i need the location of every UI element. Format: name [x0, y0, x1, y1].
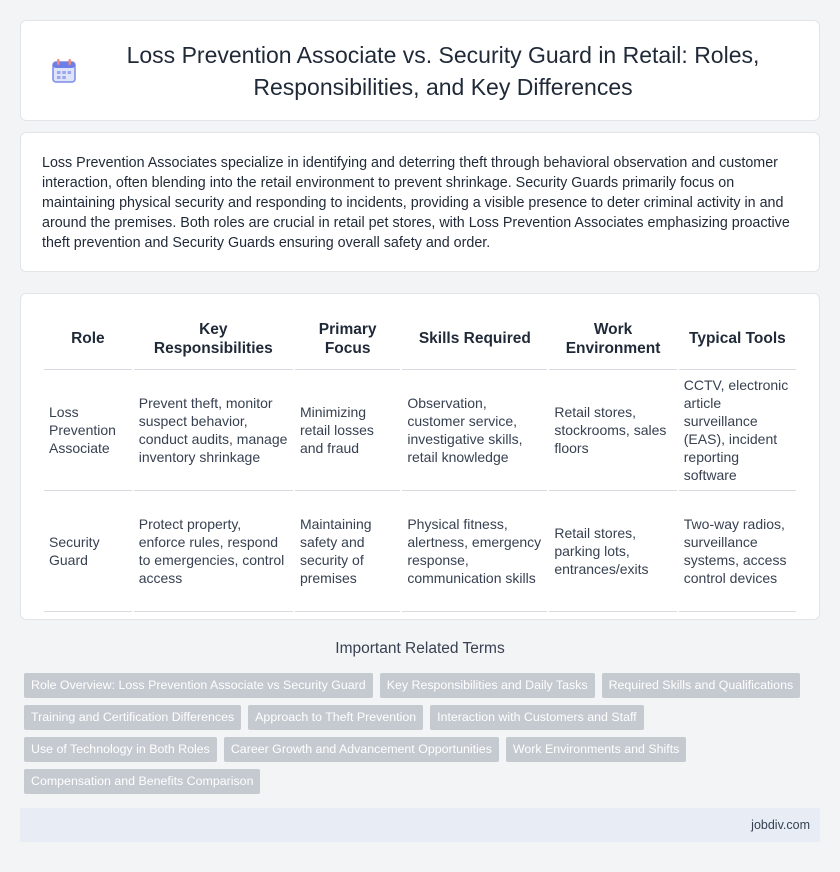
column-header: Work Environment: [549, 308, 676, 370]
related-term-tag[interactable]: Interaction with Customers and Staff: [430, 705, 644, 730]
table-cell: Maintaining safety and security of premises: [295, 491, 400, 612]
related-terms-title: Important Related Terms: [335, 640, 505, 657]
table-cell: Prevent theft, monitor suspect behavior, conduct audits, manage inventory shrinkage: [134, 370, 293, 491]
footer: [20, 808, 820, 842]
table-cell: Minimizing retail losses and fraud: [295, 370, 400, 491]
page-title: Loss Prevention Associate vs. Security Guard in Retail: Roles, Responsibilities, and Key Differences: [126, 41, 760, 100]
related-term-tag[interactable]: Required Skills and Qualifications: [602, 673, 801, 698]
related-term-tag[interactable]: Compensation and Benefits Comparison: [24, 769, 260, 794]
intro-paragraph: Loss Prevention Associates specialize in identifying and deterring theft through behavioral observation and customer interaction, often blending into the retail environment to prevent shrinkage. Security Guards primarily focus on maintaining physical security and responding to incidents, providing a visible presence to deter criminal activity in and around the premises. Both roles are crucial in retail pet stores, with Loss Prevention Associates emphasizing proactive theft prevention and Security Guards ensuring overall safety and order.: [42, 155, 790, 251]
related-term-tag[interactable]: Approach to Theft Prevention: [248, 705, 423, 730]
table-cell: Physical fitness, alertness, emergency response, communication skills: [402, 491, 547, 612]
table-cell: Loss Prevention Associate: [44, 370, 132, 491]
footer-site-link[interactable]: jobdiv.com: [751, 818, 810, 832]
table-row: [44, 370, 796, 491]
related-term-tag[interactable]: Training and Certification Differences: [24, 705, 241, 730]
table-cell: Two-way radios, surveillance systems, access control devices: [679, 491, 796, 612]
table-cell: Retail stores, parking lots, entrances/exits: [549, 491, 676, 612]
related-term-tag[interactable]: Use of Technology in Both Roles: [24, 737, 217, 762]
table-cell: Retail stores, stockrooms, sales floors: [549, 370, 676, 491]
title-wrap: [21, 39, 819, 103]
related-term-tag[interactable]: Role Overview: Loss Prevention Associate vs Security Guard: [24, 673, 373, 698]
column-header: Role: [44, 308, 132, 370]
related-terms-list: [24, 673, 814, 801]
table-cell: Observation, customer service, investigative skills, retail knowledge: [402, 370, 547, 491]
column-header: Primary Focus: [295, 308, 400, 370]
header-card: [20, 20, 820, 121]
column-header: Key Responsibilities: [134, 308, 293, 370]
column-header: Typical Tools: [679, 308, 796, 370]
intro-card: [20, 132, 820, 272]
table-cell: Protect property, enforce rules, respond to emergencies, control access: [134, 491, 293, 612]
related-term-tag[interactable]: Work Environments and Shifts: [506, 737, 686, 762]
related-term-tag[interactable]: Key Responsibilities and Daily Tasks: [380, 673, 595, 698]
table-row: [44, 491, 796, 612]
table-cell: CCTV, electronic article surveillance (EAS), incident reporting software: [679, 370, 796, 491]
comparison-table: [42, 308, 798, 612]
calendar-icon: [51, 58, 77, 84]
table-header-row: [44, 308, 796, 370]
comparison-table-card: [20, 293, 820, 620]
table-cell: Security Guard: [44, 491, 132, 612]
related-term-tag[interactable]: Career Growth and Advancement Opportunities: [224, 737, 499, 762]
column-header: Skills Required: [402, 308, 547, 370]
